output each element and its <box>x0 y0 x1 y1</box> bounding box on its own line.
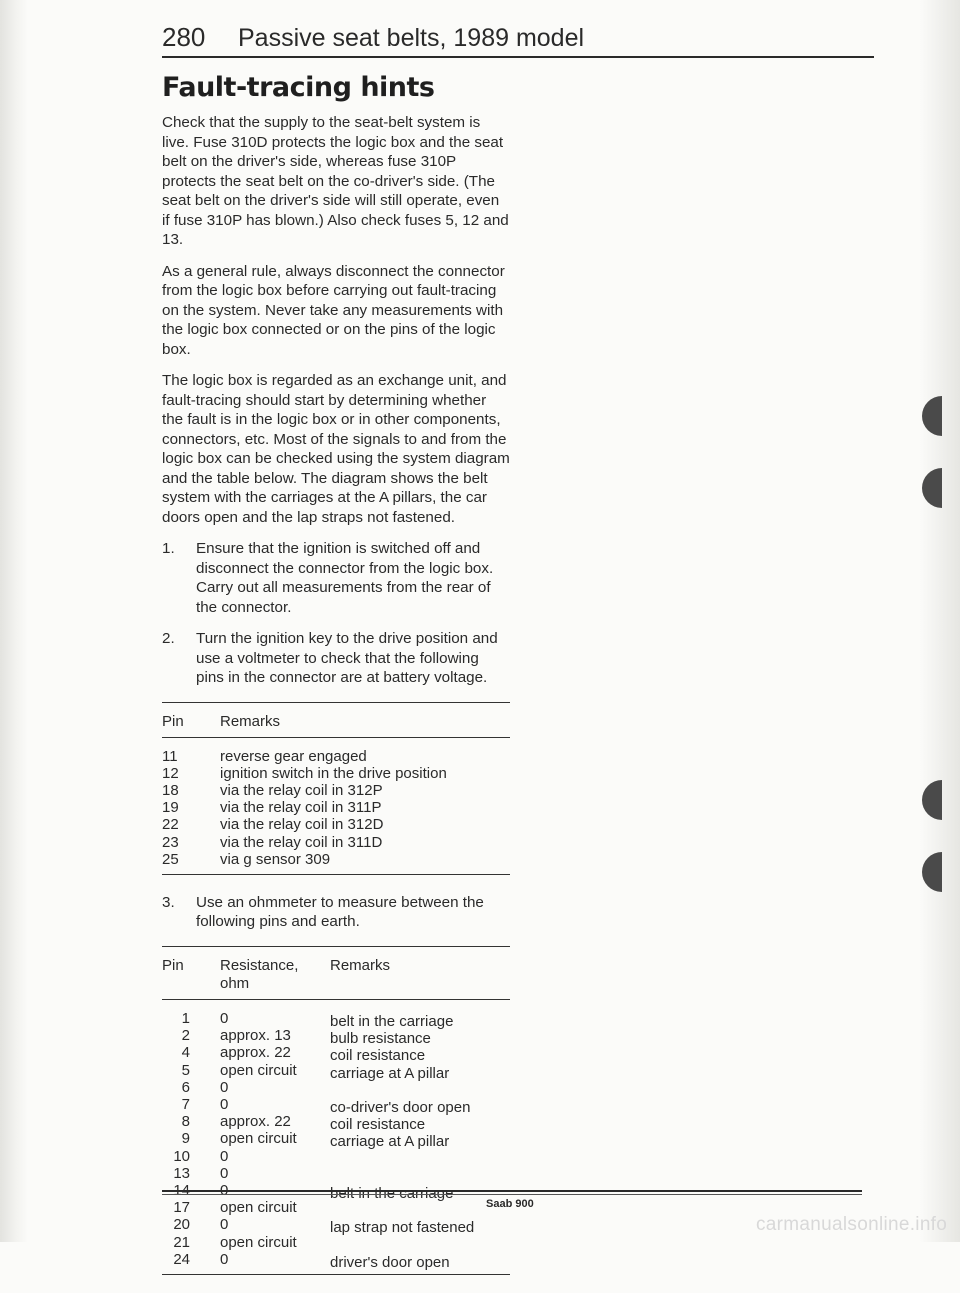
cell-remarks: co-driver's door open <box>330 1098 471 1116</box>
step-1 <box>162 539 510 617</box>
cell-resistance: approx. 13 <box>220 1027 291 1045</box>
cell-pin: 12 <box>162 764 179 782</box>
table-row <box>162 816 510 833</box>
cell-pin: 11 <box>162 747 178 765</box>
step-number: 2. <box>162 630 175 647</box>
cell-pin: 4 <box>181 1044 190 1062</box>
cell-remarks: via the relay coil in 312D <box>220 816 384 834</box>
table-row <box>162 1044 510 1065</box>
table-row <box>162 748 510 765</box>
table-row <box>162 1148 510 1165</box>
table-row <box>162 1079 510 1096</box>
footer-rule <box>162 1194 862 1195</box>
cell-remarks <box>330 1082 510 1099</box>
cell-pin: 2 <box>181 1027 190 1045</box>
step-number: 1. <box>162 540 175 557</box>
table-row <box>162 851 510 868</box>
table-row <box>162 1027 510 1048</box>
table-row <box>162 834 510 851</box>
resistance-table <box>162 946 510 1275</box>
cell-pin: 25 <box>162 850 179 868</box>
table-row <box>162 799 510 816</box>
cell-resistance: 0 <box>220 1147 229 1165</box>
cell-remarks <box>330 1168 510 1185</box>
paragraph: Check that the supply to the seat-belt system is live. Fuse 310D protects the logic box and the seat belt on the driver's side, whereas fuse 310P protects the seat belt on the co-driver's side. (The seat belt on the driver's side will still operate, even if fuse 310P has blown.) Also check fuses 5, 12 and 13. <box>162 114 509 248</box>
header-resistance: Resistance, ohm <box>220 956 299 992</box>
table-row <box>162 1165 510 1182</box>
cell-resistance: open circuit <box>220 1199 297 1217</box>
cell-remarks: via g sensor 309 <box>220 850 331 868</box>
cell-remarks: carriage at A pillar <box>330 1064 450 1082</box>
cell-pin: 23 <box>162 833 179 851</box>
table-row <box>162 1095 510 1116</box>
cell-pin: 24 <box>173 1250 190 1268</box>
header-remarks: Remarks <box>330 956 391 974</box>
cell-resistance: approx. 22 <box>220 1044 291 1062</box>
main-content <box>162 72 510 1293</box>
cell-pin: 18 <box>162 781 179 799</box>
cell-resistance: 0 <box>220 1250 229 1268</box>
table-row <box>162 1216 510 1237</box>
header-title: Passive seat belts, 1989 model <box>238 24 585 52</box>
step-text: Turn the ignition key to the drive position and use a voltmeter to check that the following pins in the connector are at battery voltage. <box>196 630 498 686</box>
step-3 <box>162 893 510 932</box>
page-header <box>162 20 874 58</box>
table-header <box>162 947 510 1000</box>
paragraph: The logic box is regarded as an exchange unit, and fault-tracing should start by determining whether the fault is in the logic box or in other components, connectors, etc. Most of the signals to and from the logic box can be checked using the system diagram and the table below. The diagram shows the belt system with the carriages at the A pillars, the car doors open and the lap straps not fastened. <box>162 372 510 526</box>
table-body <box>162 738 510 874</box>
cell-remarks: via the relay coil in 311P <box>220 799 382 817</box>
step-number: 3. <box>162 893 175 911</box>
cell-pin: 17 <box>173 1199 190 1217</box>
cell-remarks: coil resistance <box>330 1116 426 1134</box>
cell-resistance: 0 <box>220 1164 229 1182</box>
cell-pin: 20 <box>173 1216 190 1234</box>
voltage-table <box>162 702 510 875</box>
cell-remarks: belt in the carriage <box>330 1012 454 1030</box>
cell-resistance: approx. 22 <box>220 1113 291 1131</box>
watermark: carmanualsonline.info <box>756 1214 948 1235</box>
paragraph: As a general rule, always disconnect the connector from the logic box before carrying out fault-tracing on the system. Never take any measurements with the logic box connected or on the pins of the logic box. <box>162 262 505 358</box>
footer-rule <box>162 1190 862 1192</box>
table-row <box>162 765 510 782</box>
cell-remarks <box>330 1202 510 1219</box>
cell-remarks: carriage at A pillar <box>330 1133 450 1151</box>
cell-resistance: 0 <box>220 1095 229 1113</box>
page-left-edge <box>0 0 28 1242</box>
cell-pin: 13 <box>173 1164 190 1182</box>
cell-pin: 14 <box>173 1181 190 1199</box>
cell-resistance: open circuit <box>220 1130 297 1148</box>
step-text: Use an ohmmeter to measure between the following pins and earth. <box>196 893 484 931</box>
table-row <box>162 1130 510 1151</box>
cell-remarks <box>330 1151 510 1168</box>
cell-resistance: open circuit <box>220 1061 297 1079</box>
footer-text: Saab 900 <box>486 1198 534 1210</box>
cell-resistance: 0 <box>220 1216 229 1234</box>
page-number: 280 <box>162 22 206 52</box>
cell-remarks <box>330 1237 510 1254</box>
cell-pin: 8 <box>181 1113 190 1131</box>
cell-pin: 6 <box>181 1078 190 1096</box>
cell-remarks: via the relay coil in 312P <box>220 781 383 799</box>
header-pin: Pin <box>162 712 184 730</box>
cell-pin: 19 <box>162 799 179 817</box>
header-remarks: Remarks <box>220 712 281 730</box>
table-row <box>162 1234 510 1251</box>
page-right-edge <box>920 0 960 1242</box>
cell-pin: 9 <box>181 1130 190 1148</box>
cell-resistance: 0 <box>220 1181 229 1199</box>
step-2 <box>162 629 510 688</box>
table-header <box>162 703 510 738</box>
cell-resistance: 0 <box>220 1078 229 1096</box>
cell-pin: 21 <box>173 1233 190 1251</box>
table-body <box>162 1000 510 1274</box>
cell-pin: 7 <box>181 1095 190 1113</box>
cell-pin: 22 <box>162 816 179 834</box>
table-row <box>162 1199 510 1216</box>
cell-remarks: belt in the carriage <box>330 1184 454 1202</box>
table-row <box>162 1250 510 1271</box>
section-title: Fault-tracing hints <box>162 72 435 103</box>
cell-resistance: open circuit <box>220 1233 297 1251</box>
cell-remarks: driver's door open <box>330 1253 450 1271</box>
table-row <box>162 1113 510 1134</box>
table-row <box>162 1061 510 1082</box>
cell-remarks: lap strap not fastened <box>330 1219 475 1237</box>
header-pin: Pin <box>162 956 184 974</box>
cell-pin: 5 <box>181 1061 190 1079</box>
cell-remarks: bulb resistance <box>330 1030 431 1048</box>
cell-remarks: coil resistance <box>330 1047 426 1065</box>
cell-remarks: via the relay coil in 311D <box>220 833 383 851</box>
cell-pin: 1 <box>181 1009 190 1027</box>
cell-resistance: 0 <box>220 1009 229 1027</box>
table-row <box>162 1009 510 1030</box>
cell-pin: 10 <box>173 1147 190 1165</box>
cell-remarks: ignition switch in the drive position <box>220 764 447 782</box>
step-text: Ensure that the ignition is switched off and disconnect the connector from the logic box. Carry out all measurements from the rear of the connector. <box>196 540 494 616</box>
cell-remarks: reverse gear engaged <box>220 747 367 765</box>
table-row <box>162 782 510 799</box>
